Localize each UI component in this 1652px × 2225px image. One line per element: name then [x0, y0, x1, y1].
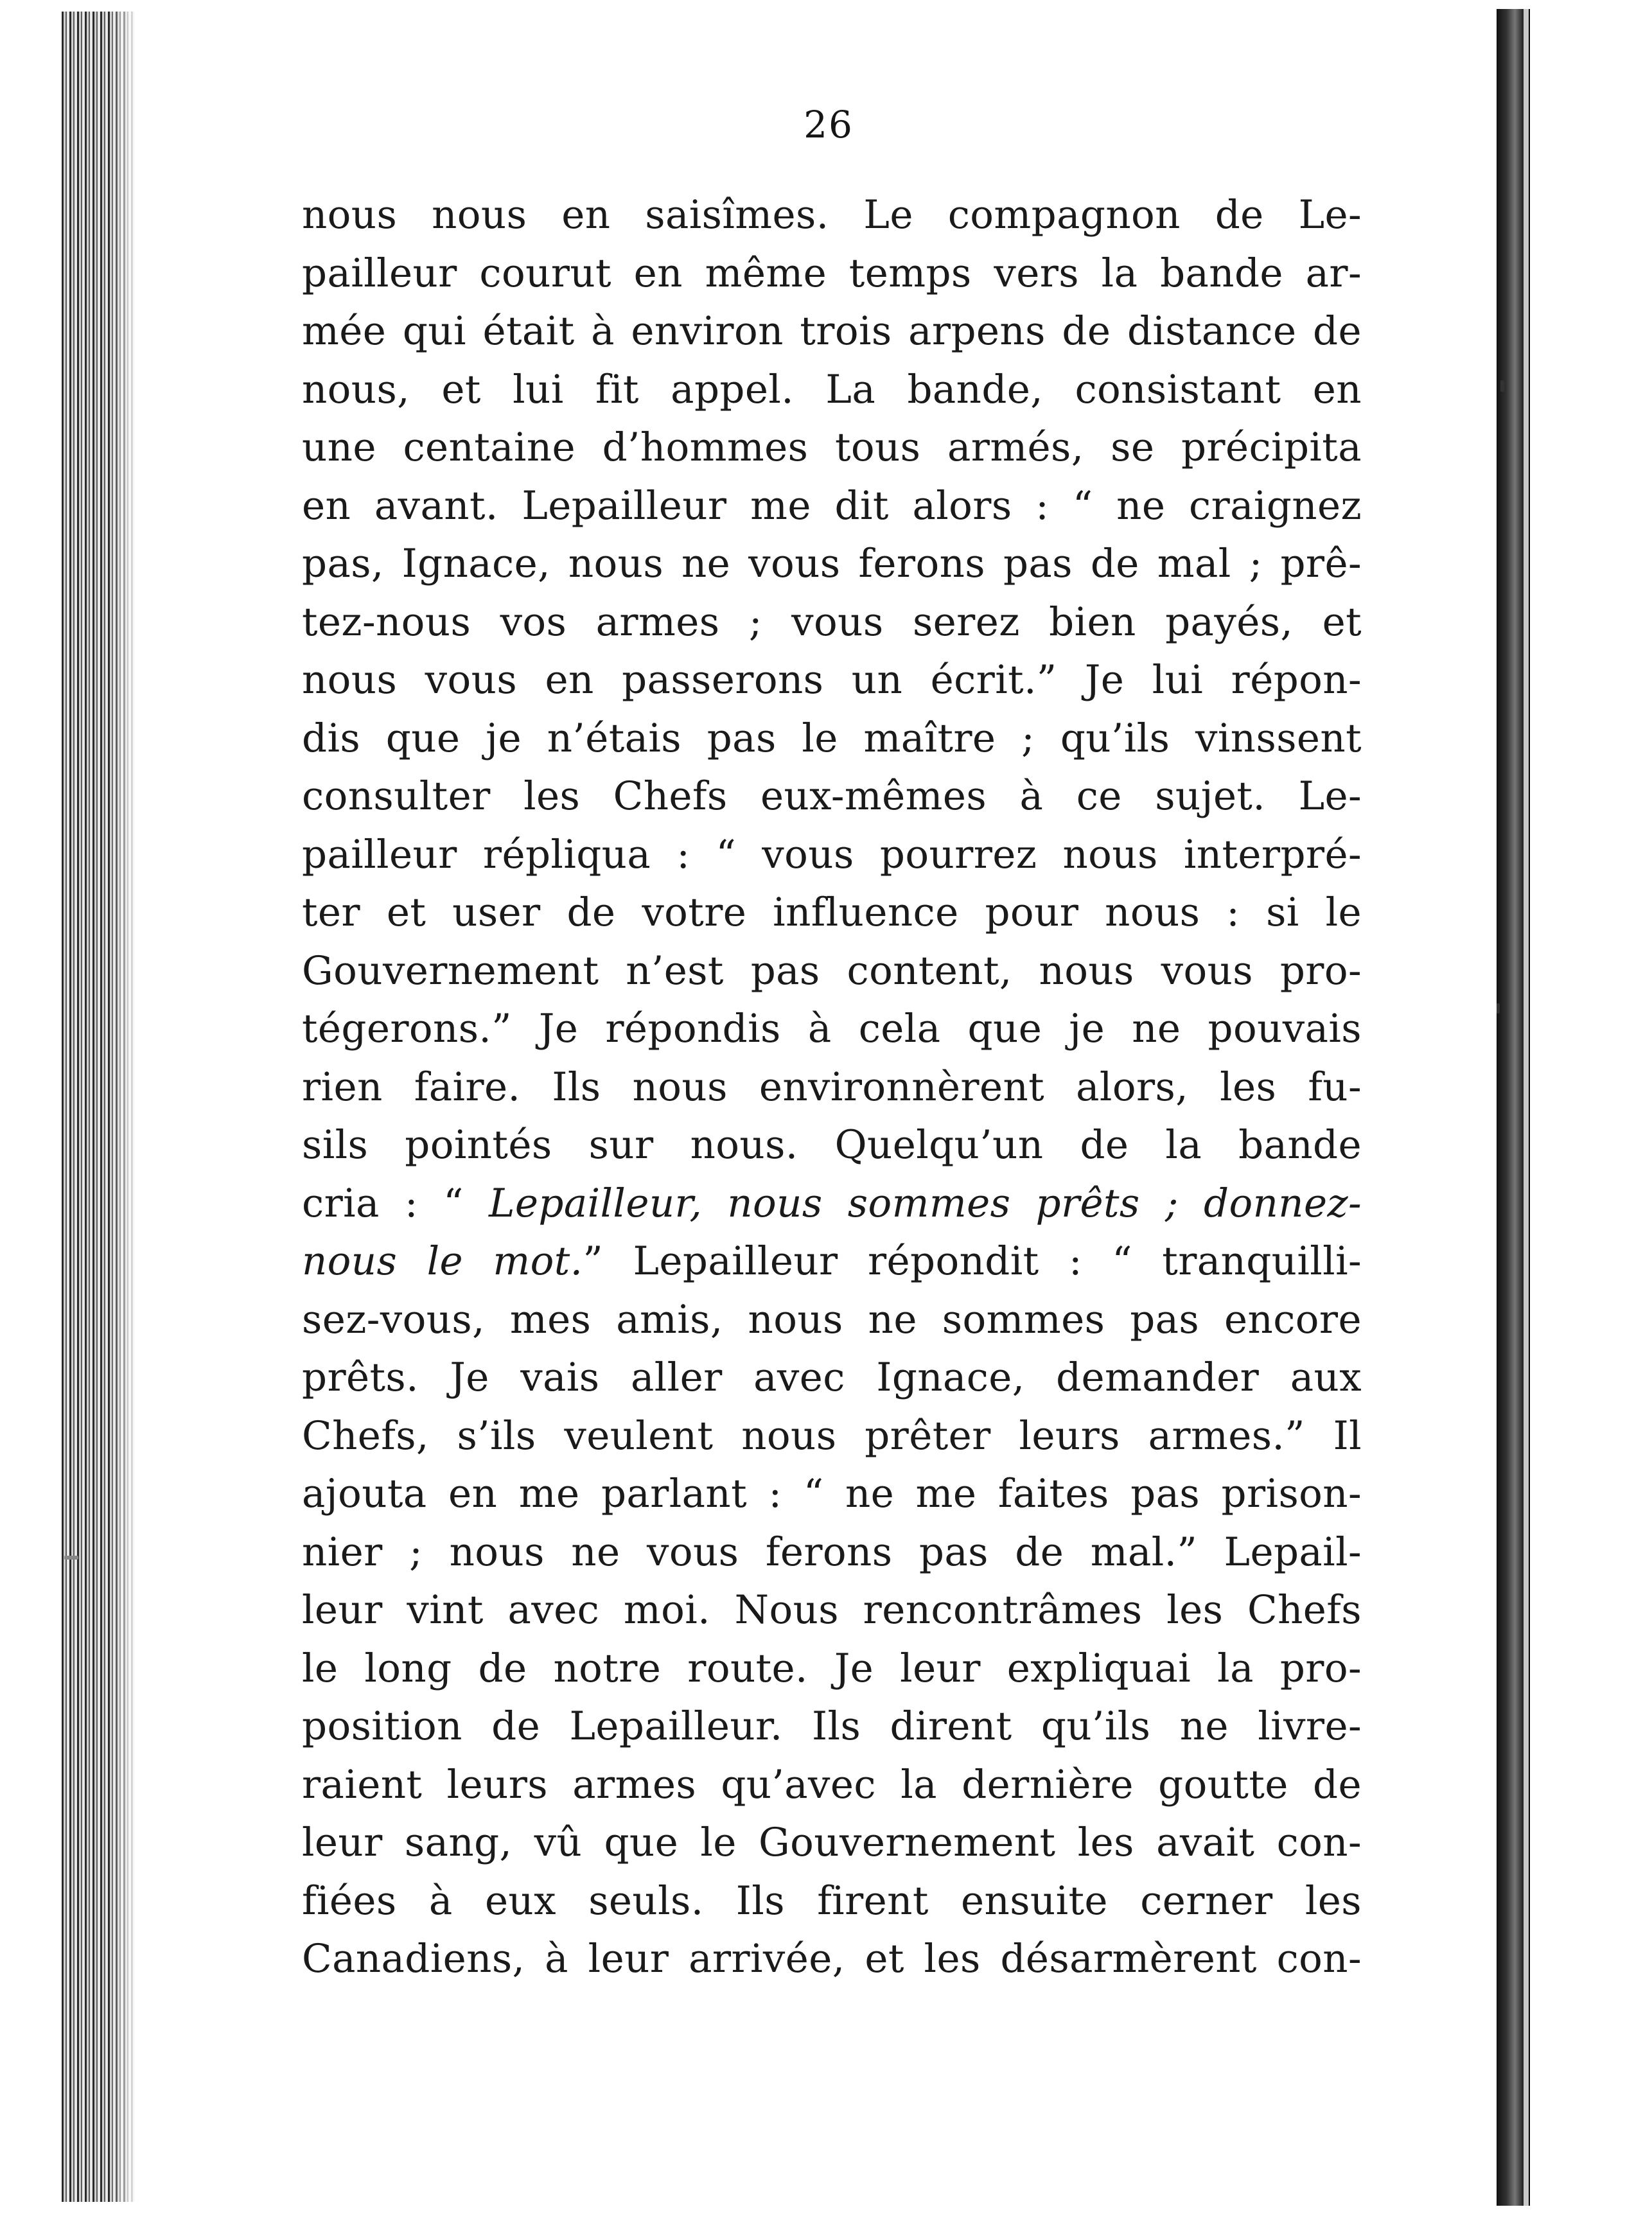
ink-speck: [1497, 1003, 1500, 1014]
ink-speck: [1500, 380, 1504, 392]
text-segment: dis que je n’étais pas le maître ; qu’ils vinssent: [302, 715, 1362, 761]
text-segment: tez-nous vos armes ; vous serez bien payés, et: [302, 599, 1362, 645]
text-line: [302, 1640, 1362, 1698]
text-segment: pas, Ignace, nous ne vous ferons pas de mal ; prê-: [302, 541, 1362, 586]
text-line: [302, 361, 1362, 419]
text-segment: raient leurs armes qu’avec la dernière goutte de: [302, 1761, 1362, 1807]
text-line: [302, 1814, 1362, 1872]
text-segment: ” Lepailleur répondit : “ tranquilli-: [583, 1238, 1362, 1284]
text-segment: prêts. Je vais aller avec Ignace, demander aux: [302, 1355, 1362, 1400]
text-line: [302, 1524, 1362, 1582]
text-line: [302, 942, 1362, 1001]
text-line: [302, 1059, 1362, 1117]
text-line: [302, 1465, 1362, 1524]
text-segment: Gouvernement n’est pas content, nous vous pro-: [302, 947, 1362, 994]
text-segment: nous, et lui fit appel. La bande, consistant en: [302, 366, 1362, 412]
text-segment: pailleur répliqua : “ vous pourrez nous interpré-: [302, 831, 1362, 877]
text-segment: une centaine d’hommes tous armés, se précipita: [302, 425, 1362, 470]
text-segment: en avant. Lepailleur me dit alors : “ ne craignez: [302, 482, 1362, 529]
text-line: [302, 1000, 1362, 1059]
text-segment: cria : “: [302, 1180, 489, 1226]
text-segment: Canadiens, à leur arrivée, et les désarmèrent con-: [302, 1936, 1362, 1982]
text-line: [302, 1407, 1362, 1466]
text-segment: ajouta en me parlant : “ ne me faites pas prison-: [302, 1471, 1362, 1517]
text-line: [302, 1116, 1362, 1175]
text-line: [302, 1233, 1362, 1291]
text-line: [302, 1698, 1362, 1756]
text-line: [302, 710, 1362, 768]
ink-speck: [64, 1556, 78, 1560]
text-segment: sez-vous, mes amis, nous ne sommes pas encore: [302, 1296, 1362, 1342]
page-edge-right-inner: [1524, 9, 1529, 2206]
text-segment: rien faire. Ils nous environnèrent alors, les fu-: [302, 1064, 1362, 1110]
text-line: [302, 1756, 1362, 1815]
text-line: [302, 303, 1362, 361]
text-line: [302, 651, 1362, 710]
text-line: [302, 884, 1362, 942]
text-segment: mée qui était à environ trois arpens de distance de: [302, 308, 1362, 354]
text-segment: pailleur courut en même temps vers la bande ar-: [302, 250, 1362, 296]
page-edge-left-fade: [109, 12, 137, 2202]
text-line: [302, 419, 1362, 477]
text-line: [302, 1872, 1362, 1931]
italic-text: Lepailleur, nous sommes prêts ; donnez-: [488, 1180, 1362, 1226]
text-segment: position de Lepailleur. Ils dirent qu’ils ne livre-: [302, 1703, 1362, 1749]
text-line: [302, 1291, 1362, 1350]
text-segment: leur vint avec moi. Nous rencontrâmes les Chefs: [302, 1587, 1362, 1633]
text-segment: nous nous en saisîmes. Le compagnon de Le-: [302, 192, 1362, 238]
text-segment: nier ; nous ne vous ferons pas de mal.” Lepail-: [302, 1529, 1362, 1575]
text-line: [302, 1581, 1362, 1640]
text-line: [302, 535, 1362, 594]
text-segment: Chefs, s’ils veulent nous prêter leurs armes.” Il: [302, 1412, 1362, 1459]
text-segment: sils pointés sur nous. Quelqu’un de la bande: [302, 1122, 1362, 1168]
text-segment: le long de notre route. Je leur expliquai la pro-: [302, 1645, 1362, 1691]
text-segment: leur sang, vû que le Gouvernement les avait con-: [302, 1820, 1362, 1865]
page-number: 26: [804, 103, 854, 146]
text-line: [302, 477, 1362, 536]
text-line: [302, 1175, 1362, 1233]
italic-text: nous le mot.: [302, 1238, 583, 1284]
text-line: [302, 594, 1362, 652]
text-line: [302, 1349, 1362, 1407]
text-segment: tégerons.” Je répondis à cela que je ne pouvais: [302, 1006, 1362, 1051]
text-line: [302, 245, 1362, 303]
text-line: [302, 1930, 1362, 1989]
text-line: [302, 826, 1362, 884]
text-segment: fiées à eux seuls. Ils firent ensuite cerner les: [302, 1878, 1362, 1924]
body-text: [302, 186, 1362, 1989]
text-segment: ter et user de votre influence pour nous : si le: [302, 890, 1362, 935]
text-line: [302, 768, 1362, 826]
text-line: [302, 186, 1362, 245]
text-segment: consulter les Chefs eux-mêmes à ce sujet. Le-: [302, 773, 1362, 819]
text-segment: nous vous en passerons un écrit.” Je lui répon-: [302, 657, 1362, 703]
